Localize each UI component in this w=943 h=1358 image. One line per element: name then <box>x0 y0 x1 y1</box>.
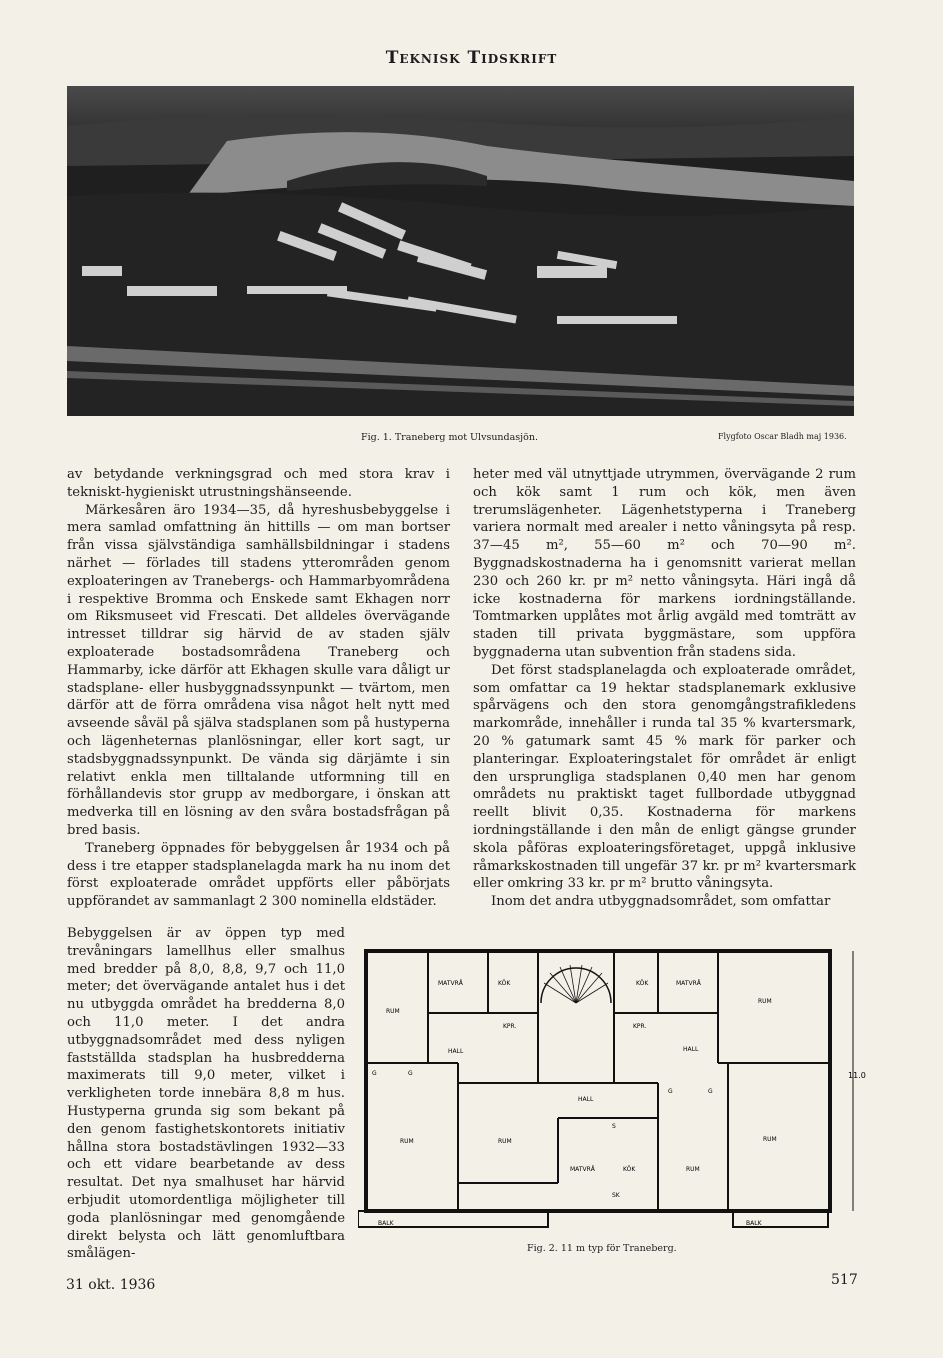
figure1-credit: Flygfoto Oscar Bladh maj 1936. <box>718 432 847 441</box>
paragraph: Traneberg öppnades för bebyggelsen år 1934 och på dess i tre etapper stadsplanelagda mark ha nu inom det först exploaterade området uppförts eller påbörjats uppförandet av sammanlagt 2 300 nominella eldstäder. <box>67 840 450 910</box>
left-narrow-column <box>67 925 345 1263</box>
paragraph: Bebyggelsen är av öppen typ med trevåningars lamellhus eller smalhus med bredder på 8,0, 8,8, 9,7 och 11,0 meter; det övervägande antalet hus i det nu utbyggda området ha bredderna 8,0 och 11,0 meter. I det andra utbyggnadsområdet med dess nyligen fastställda stadsplan ha husbredderna maximerats till 9,0 meter, vilket i verkligheten torde innebära 8,8 m hus. Hustyperna grunda sig som bekant på den genom fastighetskontorets initiativ hållna stora bostadstävlingen 1932—33 och ett vidare bearbetande av dess resultat. Det nya smalhuset har härvid erbjudit utomordentliga möjligheter till goda planlösningar med genomgående direkt belysta och lätt genomluftbara smålägen- <box>67 926 345 1262</box>
issue-date: 31 okt. 1936 <box>66 1277 156 1293</box>
plan-label-g: G <box>408 1070 413 1077</box>
plan-label-kok: KÖK <box>498 980 511 987</box>
plan-label-rum: RUM <box>386 1008 400 1015</box>
plan-label-kok: KÖK <box>636 980 649 987</box>
floor-plan <box>358 943 878 1238</box>
plan-label-hall: HALL <box>448 1048 464 1055</box>
paragraph: Det först stadsplanelagda och exploaterade området, som omfattar ca 19 hektar stadsplanemark exklusive spårvägens och den stora genomgångstrafikledens markområde, innehåller i runda tal 35 % kvartersmark, 20 % gatumark samt 45 % mark för parker och planteringar. Exploateringstalet för området är enligt den ursprungliga stadsplanen 0,40 men har genom områdets nu praktiskt taget fullbordade utbyggnad reellt blivit 0,35. Kostnaderna för markens iordningställande i den mån de enligt gängse grunder skola påföras exploateringsföretaget, uppgå inklusive råmarkskostnaden till ungefär 37 kr. pr m² kvartersmark eller omkring 33 kr. pr m² brutto våningsyta. <box>473 662 856 892</box>
page-number: 517 <box>831 1272 858 1288</box>
plan-label-rum: RUM <box>498 1138 512 1145</box>
journal-title: Teknisk Tidskrift <box>385 48 558 68</box>
plan-label-rum: RUM <box>763 1136 777 1143</box>
plan-label-sk: SK <box>612 1192 620 1199</box>
plan-dimension: 11.0 <box>848 1071 866 1080</box>
plan-label-g: G <box>668 1088 673 1095</box>
plan-label-g: G <box>372 1070 377 1077</box>
plan-label-hall: HALL <box>578 1096 594 1103</box>
paragraph: Inom det andra utbyggnadsområdet, som omfattar <box>491 894 831 910</box>
plan-label-g: G <box>708 1088 713 1095</box>
plan-label-balk: BALK <box>378 1220 394 1227</box>
right-column <box>473 466 856 911</box>
figure2-caption: Fig. 2. 11 m typ för Traneberg. <box>527 1243 677 1254</box>
plan-label-matvra: MATVRÅ <box>676 980 701 987</box>
plan-label-kpr: KPR. <box>633 1023 647 1030</box>
plan-label-s: S <box>612 1123 616 1130</box>
plan-label-kpr: KPR. <box>503 1023 517 1030</box>
plan-label-rum: RUM <box>758 998 772 1005</box>
paragraph: Märkesåren äro 1934—35, då hyreshusbebyggelse i mera samlad omfattning än hittills — om man bortser från vissa självständiga samhällsbildningar i stadens närhet — förlades till stadens ytterområden genom exploateringen av Tranebergs- och Hammarbyområdena i respektive Bromma och Enskede samt Ekhagen norr om Riksmuseet vid Frescati. Det alldeles övervägande intresset tilldrar sig härvid de av staden själv exploaterade bostadsområdena Traneberg och Hammarby, icke därför att Ekhagen skulle vara dåligt ur stadsplane- eller husbyggnadssynpunkt — tvärtom, men därför att de förra områdena visa något helt nytt med avseende såväl på själva stadsplanen som på hustyperna och lägenheternas planlösningar, eller kort sagt, ur stadsbyggnadssynpunkt. De vända sig därjämte i sin relativt enkla men tilltalande utformning till en förhållandevis stor grupp av medborgare, i önskan att medverka till en lösning av den svåra bostadsfrågan på bred basis. <box>67 502 450 838</box>
figure1-caption: Fig. 1. Traneberg mot Ulvsundasjön. <box>361 432 538 443</box>
plan-label-balk: BALK <box>746 1220 762 1227</box>
plan-label-rum: RUM <box>400 1138 414 1145</box>
plan-label-rum: RUM <box>686 1166 700 1173</box>
aerial-photo <box>67 86 854 416</box>
left-column <box>67 466 450 911</box>
paragraph: av betydande verkningsgrad och med stora krav i tekniskt-hygieniskt utrustningshänseende. <box>67 467 450 500</box>
plan-label-matvra: MATVRÅ <box>570 1166 595 1173</box>
plan-label-hall: HALL <box>683 1046 699 1053</box>
paragraph: heter med väl utnyttjade utrymmen, övervägande 2 rum och kök samt 1 rum och kök, men även trerumslägenheter. Lägenhetstyperna i Traneberg variera normalt med arealer i netto våningsyta på resp. 37—45 m², 55—60 m² och 70—90 m². Byggnadskostnaderna ha i genomsnitt varierat mellan 230 och 260 kr. pr m² netto våningsyta. Häri ingå då icke kostnaderna för markens iordningställande. Tomtmarken upplåtes mot årlig avgäld med tomträtt av staden till privata byggmästare, som uppföra byggnaderna utan subvention från stadens sida. <box>473 467 856 660</box>
plan-label-matvra: MATVRÅ <box>438 980 463 987</box>
plan-label-kok: KÖK <box>623 1166 636 1173</box>
